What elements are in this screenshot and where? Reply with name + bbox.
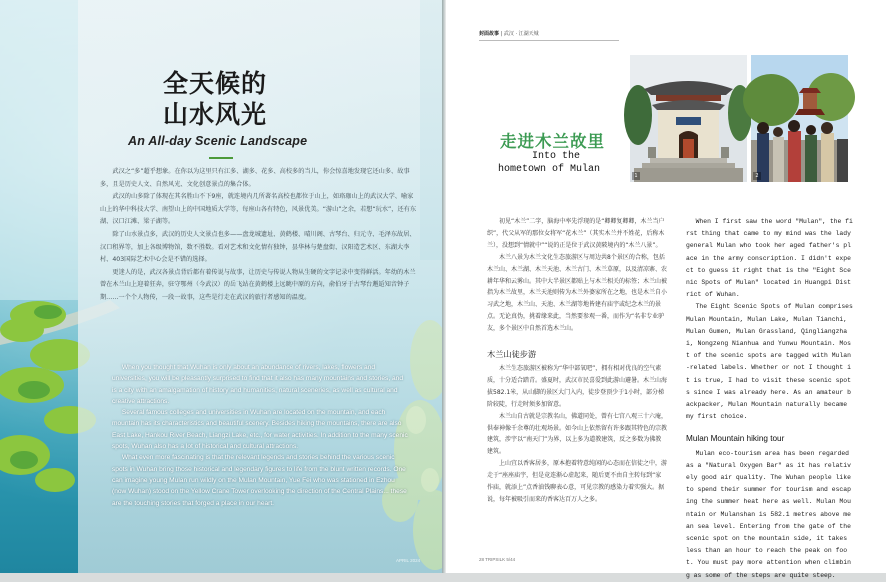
article-title-cn: 走进木兰故里 (500, 132, 605, 151)
cn-paragraph: 上山宜以香客居多，原本抱着特意纯闲的心态而在信徒之中，游走于“座座庙宇，但是竟连渐心虚起来，随后更不由自主转每到“家作庙，就添上”点香油钱聊表心意，可见宗教的感染力着实强大。据说，每年被吸引而来的香客达百万人之多。 (487, 460, 668, 503)
photo-caption-number: 1 (632, 172, 640, 180)
intro-text-en (112, 362, 408, 509)
mountain-hikers-photo (751, 55, 848, 182)
section-heading-cn: 木兰山徒步游 (487, 349, 537, 360)
article-title-en-line1: Into the (532, 151, 581, 162)
article-column-cn (487, 216, 667, 506)
header-subtitle: | 武汉 · 江湖天城 (500, 31, 539, 37)
cn-paragraph: 木兰八景为木兰文化生态旅游区与周边共8个景区的合称，包括木兰山、木兰湖、木兰天池、木兰古门、木兰草原，以及清凉寨、农耕年华和云雾山。其中大半景区都贴上与木兰相关的标签；木兰山被指为木兰故里，木兰天池则传为木兰外婆家所在之地，也是木兰自小习武之地，木兰山、天池、木兰湖等地皆建有庙宇或纪念木兰的景点。无论真伪，挑着缘来此，当然要参观一番，而作为“名非专业驴友，多个景区中自然首选木兰山。 (487, 253, 668, 333)
section-heading-en: Mulan Mountain hiking tour (686, 434, 785, 444)
page-title-cn (145, 68, 285, 130)
article-column-en (686, 216, 854, 582)
cn-paragraph: 武汉的山多除了体现在其名胜山不下9座，就连境内几所著名高校也都位于山上，如珞珈山上的武汉大学、喻家山上的华中科技大学、南望山上的中国地质大学等，每座山各有特色，风景优美。“游山”之余，若想“玩水”，还有东湖、汉口江滩、梁子湖等。 (100, 193, 417, 226)
article-title-en (498, 150, 618, 176)
cn-paragraph: 武汉之“多”超乎想象。在你以为这里只有江多、湖多、花多、高校多的当儿，你会惊喜地发现它还山多、故事多，且是历史人文、自然风光、文化创意景点的集合体。 (100, 168, 410, 188)
cn-paragraph: 木兰山自古就是宗教名山，佛道同处，曾有七宫八观三十六庵，供奉神像千余尊的壮观场景。如今山上依然留有许多跟其特色的宗教建筑，涉宇以“南天门”为界，以上多为道教建筑，反之多数为佛教建筑。 (487, 412, 668, 456)
title-cn-line1: 全天候的 (162, 69, 267, 98)
intro-text-cn (100, 166, 418, 305)
en-paragraph: When I first saw the word "Mulan", the first thing that came to my mind was the lady general Mulan who took her aged father's place in the army conscription. I didn't expect to guess it right that is the "Eight Scenic Spots of Mulan" located in Huangpi District of Wuhan. (686, 218, 853, 299)
running-header (479, 30, 539, 37)
cn-paragraph: 初见“木兰”二字，脑海中率先浮现的是“卿卿复卿卿，木兰当户织”，代父从军的那位女将军“花木兰”（其实木兰并不姓花，后称木兰），没想到“情就中”“说的正是位于武汉黄陂境内的“木兰八景”。 (487, 218, 665, 249)
cn-paragraph: 木兰生态旅游区被称为“华中部氧吧”，拥有相对优良的空气素质，十分适合踏青。盛夏时，武汉市民喜爱到此游山避暑。木兰山海拔582.1米，从山脚的景区大门入内，徒步登顶少于1小时，部分梯阶较陡，行走时须多加留意。 (487, 364, 668, 408)
en-paragraph: Several famous colleges and universities in Wuhan are located on the mountain, and each mountain has its characteristics and beautiful scenery. Besides hiking the mountains, there are also East Lake, Hankou River Beach, Liangzi Lake, etc., for water activities. In addition to the many scenic spots, Wuhan also has a lot of historical and cultural attractions. (112, 409, 408, 451)
en-paragraph: When you thought that Wuhan is only about an abundance of rivers, lakes, flowers and universities, you will be pleasantly surprised to find that it also has many mountains and stories, and is a city with an amalgamation of history and humanities, natural sceneries, as well as cultural and creative attractions. (112, 364, 404, 405)
cn-paragraph: 更迷人的是，武汉各景点背后都有着传说与故事，让历史与传说人物从生硬的文字记录中变得鲜活。年幼的木兰曾在木兰山上迎着狂奔，驻守鄂州（今武汉）的岳飞站在黄鹤楼上远眺中原的方向，俞伯牙于古琴台邂逅知音钟子期……一个个人物传，一段一故事，这些是行走在武汉的旅行者感知的温度。 (100, 268, 416, 301)
left-page-footer: APRIL 2024 (396, 558, 421, 563)
left-page (0, 0, 442, 573)
temple-gate-photo (630, 55, 747, 182)
article-title-en-line2: hometown of Mulan (498, 164, 601, 175)
header-section: 封面故事 (479, 31, 500, 37)
en-paragraph: The Eight Scenic Spots of Mulan comprises Mulan Mountain, Mulan Lake, Mulan Tianchi, Mulan Gumen, Mulan Grassland, Qingliangzhai, Nongzeng Nianhua and Yunwu Mountain. Most of the scenic spots are tagged with Mulan-related labels. Whether or not I thought it is true, I had to visit these scenic spots since I was already here. As an amateur backpacker, Mulan Mountain naturally became my first choice. (686, 303, 853, 421)
title-cn-line2: 山水风光 (162, 100, 267, 129)
right-page-footer: 28 TRIPSILK 5/44 (479, 557, 516, 562)
title-divider (209, 157, 233, 159)
en-paragraph: What even more fascinating is that the relevant legends and stories behind the various scenic spots in Wuhan bring those historical and legendary figures to life from the blunt written records. One can imagine young Mulan run wildly on the Mulan Mountain, Yue Fei who was stationed in Ezhou (now Wuhan) stood on the Yellow Crane Tower overlooking the direction of the Central Plains... these are the touching stories that forged a place in our heart. (112, 454, 407, 507)
cn-paragraph: 除了山水景点多，武汉的历史人文景点也多——盘龙城遗址、黄鹤楼、晴川阁、古琴台、归元寺、毛泽东故居、汉口租界等，加上各级博物馆，数不胜数。看对艺术和文化情有独钟，昙华林与楚盘街、汉阳造艺术区、东湖大李村、403国际艺术中心会是不错的选择。 (100, 230, 416, 264)
header-rule (479, 40, 619, 41)
page-title-en: An All-day Scenic Landscape (128, 134, 308, 148)
en-paragraph: Mulan eco-tourism area has been regarded as a "Natural Oxygen Bar" as it has relatively good air quality. The Wuhan people like to spend their summer for tourism and escaping the summer heat here as well. Mulan Mountain or Mulanshan is 582.1 metres above mean sea level. Entering from the gate of the scenic spot on the mountain side, it takes less than an hour to reach the peak on foot. You must pay more attention when climbing as some of the steps are quite steep. (686, 449, 851, 579)
photo-caption-number: 2 (753, 172, 761, 180)
